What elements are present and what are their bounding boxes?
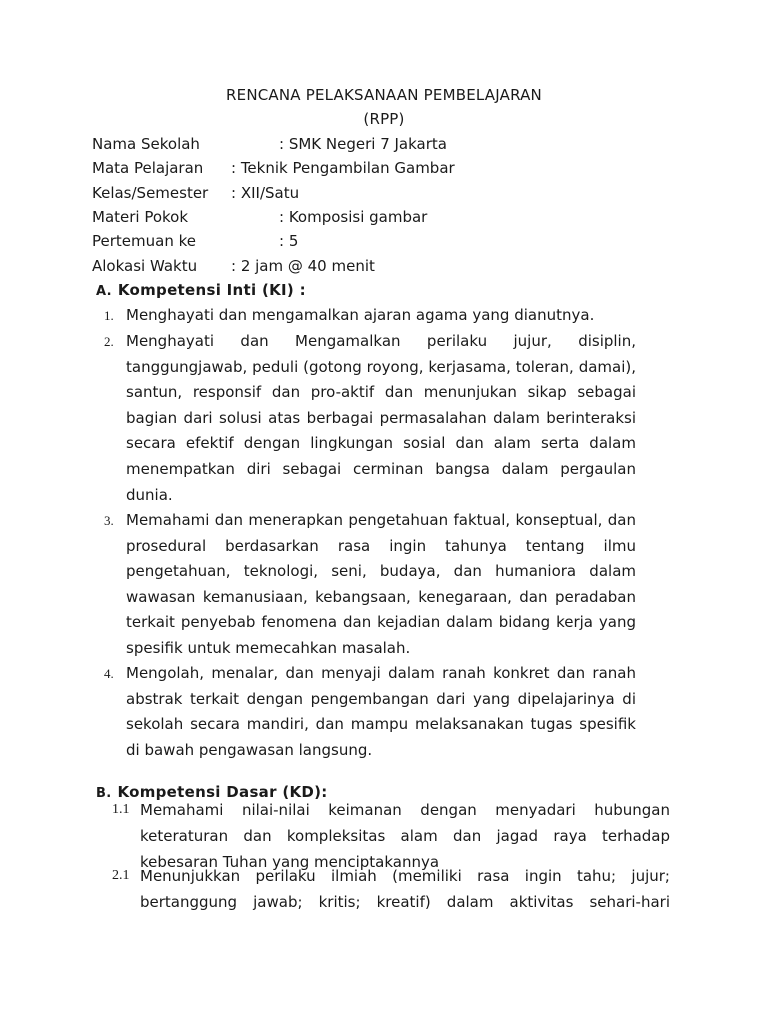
- info-label: Nama Sekolah: [92, 135, 200, 153]
- item-text: Menunjukkan perilaku ilmiah (memiliki rasa ingin tahu; jujur; bertanggung jawab; kritis; kreatif) dalam aktivitas sehari-hari: [140, 867, 670, 911]
- info-label: Pertemuan ke: [92, 232, 196, 250]
- section-a-heading: [96, 281, 306, 299]
- item-text: Memahami nilai-nilai keimanan dengan menyadari hubungan keteraturan dan kompleksitas alam dan jagad raya terhadap kebesaran Tuhan yang menciptakannya: [140, 801, 670, 871]
- item-text: Mengolah, menalar, dan menyaji dalam ranah konkret dan ranah abstrak terkait dengan pengembangan dari yang dipelajarinya di sekolah secara mandiri, dan mampu melaksanakan tugas spesifik di bawah pengawasan langsung.: [126, 664, 636, 759]
- item-text: Memahami dan menerapkan pengetahuan faktual, konseptual, dan prosedural berdasarkan rasa ingin tahunya tentang ilmu pengetahuan, teknologi, seni, budaya, dan humaniora dalam wawasan kemanusiaan, kebangsaan, kenegaraan, dan peradaban terkait penyebab fenomena dan kejadian dalam bidang kerja yang spesifik untuk memecahkan masalah.: [126, 511, 636, 657]
- section-title: Kompetensi Inti (KI) :: [117, 281, 306, 299]
- document-title: RENCANA PELAKSANAAN PEMBELAJARAN: [226, 86, 542, 104]
- document-subtitle: (RPP): [363, 110, 405, 128]
- info-label: Alokasi Waktu: [92, 257, 198, 275]
- info-value: : XII/Satu: [231, 184, 300, 202]
- info-value: : 5: [279, 232, 299, 250]
- item-number: 1.1: [112, 802, 130, 817]
- section-letter: B.: [96, 786, 112, 801]
- item-text: Menghayati dan Mengamalkan perilaku jujur, disiplin, tanggungjawab, peduli (gotong royong, kerjasama, toleran, damai), santun, responsif dan pro-aktif dan menunjukan sikap sebagai bagian dari solusi atas berbagai permasalahan dalam berinteraksi secara efektif dengan lingkungan sosial dan alam serta dalam menempatkan diri sebagai cerminan bangsa dalam pergaulan dunia.: [126, 332, 636, 504]
- item-number: 4.: [104, 666, 114, 681]
- info-label: Mata Pelajaran: [92, 159, 204, 177]
- item-number: 1.: [104, 308, 114, 323]
- info-label: Kelas/Semester: [92, 184, 209, 202]
- info-label: Materi Pokok: [92, 208, 189, 226]
- item-number: 2.1: [112, 868, 130, 883]
- item-text: Menghayati dan mengamalkan ajaran agama yang dianutnya.: [126, 306, 595, 324]
- item-number: 3.: [104, 513, 114, 528]
- item-number: 2.: [104, 334, 114, 349]
- section-title: Kompetensi Dasar (KD):: [117, 783, 328, 801]
- info-value: : Komposisi gambar: [279, 208, 428, 226]
- info-value: : Teknik Pengambilan Gambar: [231, 159, 455, 177]
- info-value: : 2 jam @ 40 menit: [231, 257, 375, 275]
- section-letter: A.: [96, 284, 112, 299]
- info-value: : SMK Negeri 7 Jakarta: [279, 135, 447, 153]
